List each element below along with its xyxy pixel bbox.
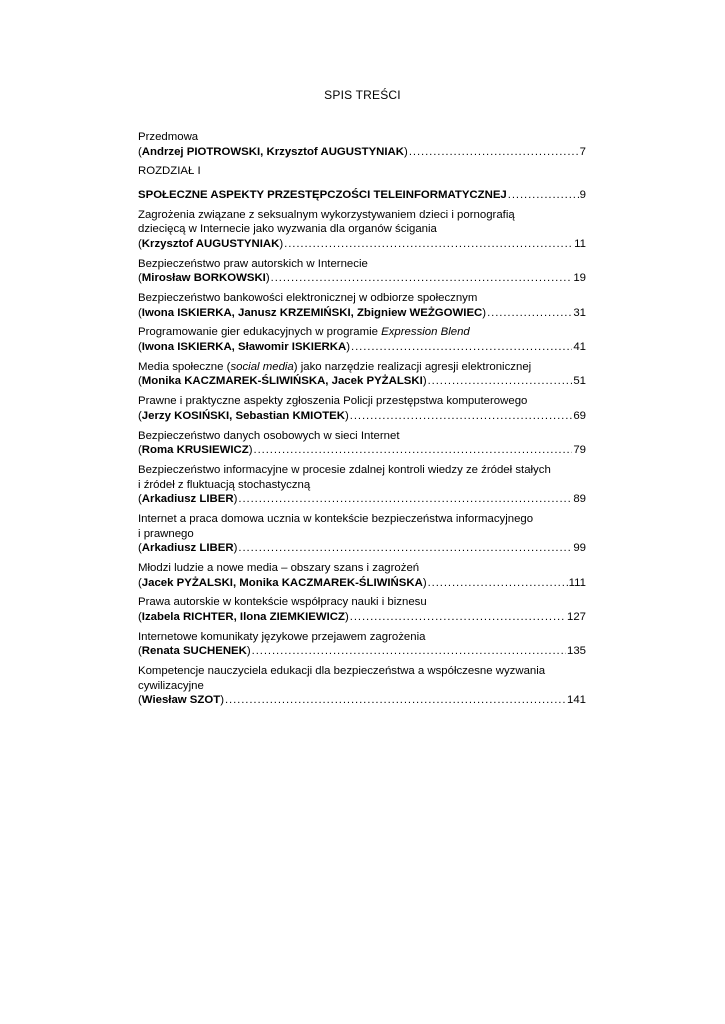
entry-title — [138, 463, 586, 478]
entry-title — [138, 512, 586, 527]
entry-authors-wrapper: (Arkadiusz LIBER) — [138, 493, 238, 506]
dot-leader — [409, 145, 579, 160]
entry-author-line — [138, 306, 586, 321]
toc-entry — [138, 630, 586, 659]
dot-leader — [428, 576, 568, 591]
entry-title-text: Media społeczne ( — [138, 360, 231, 373]
entry-authors-wrapper: (Renata SUCHENEK) — [138, 645, 251, 658]
entry-title — [138, 561, 586, 576]
dot-leader — [350, 610, 566, 625]
entry-page-number: 11 — [574, 237, 586, 250]
entry-authors-wrapper: (Mirosław BORKOWSKI) — [138, 272, 270, 285]
entry-page-number: 135 — [566, 645, 586, 658]
entry-authors: Iwona ISKIERKA, Janusz KRZEMIŃSKI, Zbigniew WEŻGOWIEC — [141, 306, 483, 319]
dot-leader — [508, 188, 579, 203]
chapter-label-text: ROZDZIAŁ I — [138, 165, 201, 178]
toc-entry — [138, 664, 586, 708]
entry-authors-wrapper: (Krzysztof AUGUSTYNIAK) — [138, 237, 284, 250]
entry-title-text: Bezpieczeństwo danych osobowych w sieci Internet — [138, 429, 400, 442]
entry-title-text: Prawa autorskie w kontekście współpracy nauki i biznesu — [138, 596, 427, 609]
entry-title-text: Prawne i praktyczne aspekty zgłoszenia Policji przestępstwa komputerowego — [138, 395, 528, 408]
entry-author-line — [138, 693, 586, 708]
entry-title-text: Młodzi ludzie a nowe media – obszary szans i zagrożeń — [138, 561, 420, 574]
chapter-label — [138, 164, 586, 179]
page-title: SPIS TREŚCI — [324, 88, 401, 102]
entry-title — [138, 325, 586, 340]
entry-authors: Wiesław SZOT — [141, 694, 221, 707]
dot-leader — [487, 306, 572, 321]
entry-title-text: Kompetencje nauczyciela edukacji dla bezpieczeństwa a współczesne wyzwania — [138, 665, 546, 678]
entry-title-text: Programowanie gier edukacyjnych w programie — [138, 326, 382, 339]
entry-authors: Monika KACZMAREK-ŚLIWIŃSKA, Jacek PYŻALSKI — [141, 375, 423, 388]
entry-title — [138, 429, 586, 444]
entry-authors-wrapper: (Jacek PYŻALSKI, Monika KACZMAREK-ŚLIWIŃSKA) — [138, 576, 427, 589]
entry-page-number: 31 — [573, 306, 586, 319]
entry-authors-wrapper: (Roma KRUSIEWICZ) — [138, 444, 253, 457]
table-of-contents — [138, 130, 586, 713]
toc-entries — [138, 208, 586, 708]
entry-title-text: ) jako narzędzie realizacji agresji elektronicznej — [293, 360, 532, 373]
entry-title-text: Bezpieczeństwo bankowości elektronicznej w odbiorze społecznym — [138, 292, 478, 305]
entry-title — [138, 394, 586, 409]
dot-leader — [271, 271, 573, 286]
entry-title-italic: social media — [230, 360, 294, 373]
entry-title-continued: dziecięcą w Internecie jako wyzwania dla organów ścigania — [138, 223, 437, 236]
entry-authors: Jacek PYŻALSKI, Monika KACZMAREK-ŚLIWIŃSKA — [141, 576, 423, 589]
entry-title — [138, 360, 586, 375]
entry-title: Przedmowa — [138, 131, 199, 143]
entry-page-number: 111 — [568, 576, 586, 589]
entry-authors-wrapper: (Arkadiusz LIBER) — [138, 542, 238, 555]
dot-leader — [252, 644, 566, 659]
entry-authors: Renata SUCHENEK — [141, 645, 247, 658]
entry-title — [138, 664, 586, 679]
toc-entry — [138, 394, 586, 423]
toc-entry — [138, 208, 586, 252]
entry-page-number: 51 — [573, 375, 586, 388]
entry-authors: Arkadiusz LIBER — [141, 493, 234, 506]
entry-authors: Izabela RICHTER, Ilona ZIEMKIEWICZ — [141, 610, 345, 623]
toc-entry — [138, 257, 586, 286]
entry-author-line — [138, 374, 586, 389]
toc-entry — [138, 360, 586, 389]
entry-page-number: 7 — [579, 145, 586, 158]
entry-authors-wrapper: (Wiesław SZOT) — [138, 694, 224, 707]
entry-authors: Arkadiusz LIBER — [141, 542, 234, 555]
entry-authors: Iwona ISKIERKA, Sławomir ISKIERKA — [141, 341, 347, 354]
entry-page-number: 41 — [573, 341, 586, 354]
toc-entry — [138, 325, 586, 354]
entry-authors-wrapper: (Jerzy KOSIŃSKI, Sebastian KMIOTEK) — [138, 409, 349, 422]
entry-page-number: 9 — [579, 188, 586, 201]
entry-title — [138, 291, 586, 306]
entry-author-line — [138, 644, 586, 659]
dot-leader — [350, 409, 573, 424]
entry-author-line — [138, 492, 586, 507]
entry-authors: Jerzy KOSIŃSKI, Sebastian KMIOTEK — [141, 409, 345, 422]
dot-leader — [238, 541, 572, 556]
toc-entry — [138, 463, 586, 507]
entry-authors-wrapper: (Monika KACZMAREK-ŚLIWIŃSKA, Jacek PYŻALSKI) — [138, 375, 427, 388]
entry-title — [138, 630, 586, 645]
toc-entry — [138, 291, 586, 320]
toc-entry — [138, 561, 586, 590]
chapter-title-line — [138, 188, 586, 203]
entry-title-text: Internet a praca domowa ucznia w kontekście bezpieczeństwa informacyjnego — [138, 512, 534, 525]
dot-leader — [428, 374, 573, 389]
toc-entry-chapter — [138, 188, 586, 203]
entry-authors: Krzysztof AUGUSTYNIAK — [141, 237, 280, 250]
entry-title-continued: i prawnego — [138, 527, 194, 540]
entry-page-number: 99 — [573, 542, 586, 555]
entry-title-continued: cywilizacyjne — [138, 679, 204, 692]
toc-entry-preface — [138, 130, 586, 159]
entry-author-line — [138, 610, 586, 625]
entry-authors-wrapper: (Izabela RICHTER, Ilona ZIEMKIEWICZ) — [138, 610, 349, 623]
entry-title-text: Bezpieczeństwo praw autorskich w Internecie — [138, 257, 368, 270]
entry-authors: Roma KRUSIEWICZ — [141, 444, 249, 457]
toc-entry — [138, 512, 586, 556]
dot-leader — [254, 443, 573, 458]
entry-authors: Andrzej PIOTROWSKI, Krzysztof AUGUSTYNIAK — [141, 145, 405, 158]
entry-page-number: 89 — [573, 493, 586, 506]
entry-title-continued: i źródeł z fluktuacją stochastyczną — [138, 478, 311, 491]
entry-authors-wrapper: (Iwona ISKIERKA, Janusz KRZEMIŃSKI, Zbigniew WEŻGOWIEC) — [138, 306, 487, 319]
chapter-title: SPOŁECZNE ASPEKTY PRZESTĘPCZOŚCI TELEINFORMATYCZNEJ — [138, 188, 507, 201]
entry-page-number: 19 — [573, 272, 586, 285]
toc-entry — [138, 595, 586, 624]
entry-author-line — [138, 541, 586, 556]
entry-author-line — [138, 271, 586, 286]
dot-leader — [238, 492, 572, 507]
entry-title-text: Zagrożenia związane z seksualnym wykorzystywaniem dzieci i pornografią — [138, 208, 515, 221]
dot-leader — [351, 340, 572, 355]
entry-title-text: Bezpieczeństwo informacyjne w procesie zdalnej kontroli wiedzy ze źródeł stałych — [138, 463, 551, 476]
entry-page-number: 141 — [566, 694, 586, 707]
dot-leader — [284, 237, 573, 252]
entry-authors-wrapper: (Iwona ISKIERKA, Sławomir ISKIERKA) — [138, 341, 351, 354]
entry-title-italic: Expression Blend — [381, 326, 470, 339]
entry-author-line — [138, 409, 586, 424]
entry-author-line — [138, 237, 586, 252]
entry-title — [138, 208, 586, 223]
entry-authors: Mirosław BORKOWSKI — [141, 272, 266, 285]
entry-author-line — [138, 576, 586, 591]
entry-page-number: 79 — [573, 444, 586, 457]
entry-author-line — [138, 443, 586, 458]
entry-page-number: 69 — [573, 409, 586, 422]
entry-author-line — [138, 340, 586, 355]
entry-title — [138, 595, 586, 610]
dot-leader — [225, 693, 566, 708]
entry-title — [138, 257, 586, 272]
entry-page-number: 127 — [566, 610, 586, 623]
entry-title-text: Internetowe komunikaty językowe przejawem zagrożenia — [138, 630, 426, 643]
toc-entry — [138, 429, 586, 458]
entry-author-line: (Andrzej PIOTROWSKI, Krzysztof AUGUSTYNIAK) ..... 7 — [138, 145, 586, 160]
